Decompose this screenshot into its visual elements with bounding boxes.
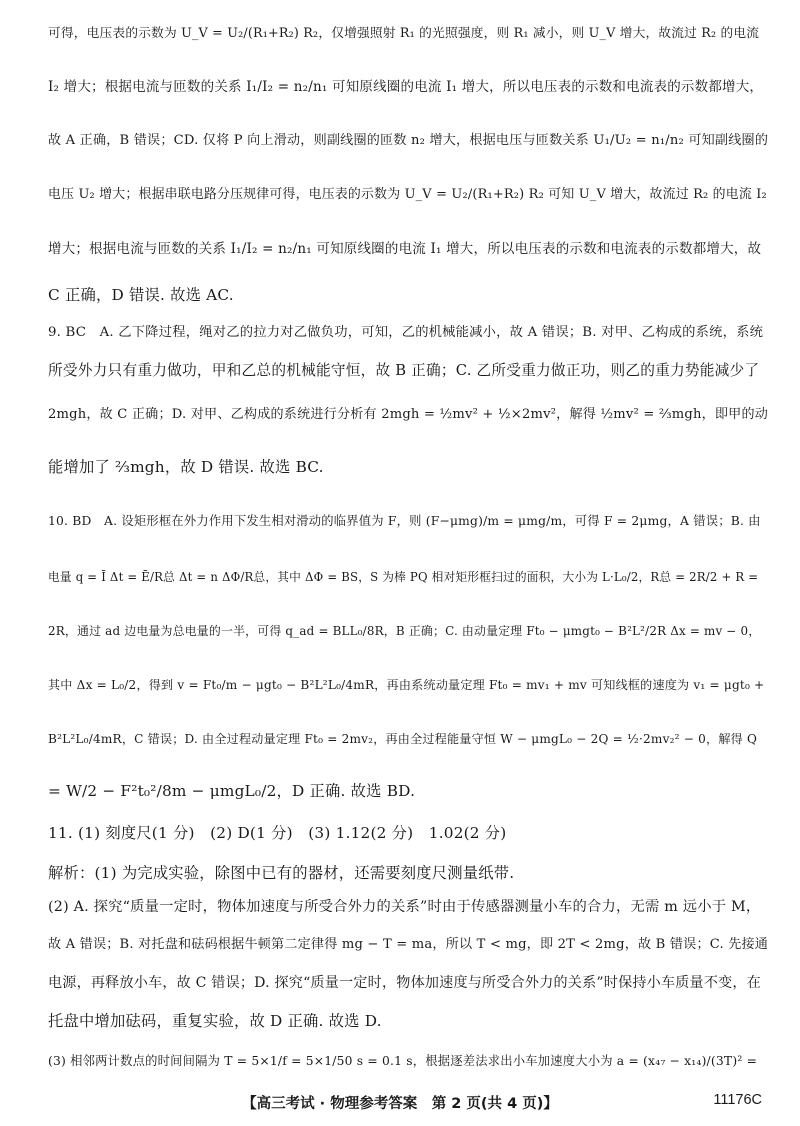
text-line: 故 A 错误；B. 对托盘和砝码根据牛顿第二定律得 mg − T = ma，所以 T < mg，即 2T < 2mg，故 B 错误；C. 先接通 [48, 937, 769, 952]
text-line: 解析：(1) 为完成实验，除图中已有的器材，还需要刻度尺测量纸带. [48, 864, 515, 882]
text-line: 托盘中增加砝码，重复实验，故 D 正确. 故选 D. [48, 1012, 382, 1030]
text-line: C 正确，D 错误. 故选 AC. [48, 286, 234, 304]
document-code: 11176C [713, 1092, 762, 1108]
text-line: B²L²L₀/4mR，C 错误；D. 由全过程动量定理 Ft₀ = 2mv₂，再由全过程能量守恒 W − μmgL₀ − 2Q = ½·2mv₂² − 0，解得 Q [48, 732, 758, 746]
text-line: (2) A. 探究“质量一定时，物体加速度与所受合外力的关系”时由于传感器测量小车的合力，无需 m 远小于 M， [48, 899, 761, 915]
text-line: 2R，通过 ad 边电量为总电量的一半，可得 q_ad = BLL₀/8R，B 正确；C. 由动量定理 Ft₀ − μmgt₀ − B²L²/2R Δx = mv − 0， [48, 624, 761, 638]
question-9-answer: 9. BC A. 乙下降过程，绳对乙的拉力对乙做负功，可知，乙的机械能减小，故 A 错误；B. 对甲、乙构成的系统，系统 [48, 325, 764, 340]
text-line: 电压 U₂ 增大；根据串联电路分压规律可得，电压表的示数为 U_V = U₂/(R₁+R₂) R₂ 可知 U_V 增大，故流过 R₂ 的电流 I₂ [48, 187, 767, 202]
text-line: (3) 相邻两计数点的时间间隔为 T = 5×1/f = 5×1/50 s = 0.1 s，根据逐差法求出小车加速度大小为 a = (x₄₇ − x₁₄)/(3T)² = [48, 1054, 758, 1068]
question-11-answer: 11. (1) 刻度尺(1 分) (2) D(1 分) (3) 1.12(2 分) 1.02(2 分) [48, 824, 507, 842]
text-line: 增大；根据电流与匝数的关系 I₁/I₂ = n₂/n₁ 可知原线圈的电流 I₁ 增大，所以电压表的示数和电流表的示数都增大，故 [48, 241, 762, 257]
text-line: 电源，再释放小车，故 C 错误；D. 探究“质量一定时，物体加速度与所受合外力的关系”时保持小车质量不变，在 [48, 975, 762, 991]
text-line: 能增加了 ⅔mgh，故 D 错误. 故选 BC. [48, 458, 324, 476]
question-10-answer: 10. BD A. 设矩形框在外力作用下发生相对滑动的临界值为 F，则 (F−μmg)/m = μmg/m，可得 F = 2μmg，A 错误；B. 由 [48, 514, 761, 528]
text-line: 电量 q = Ī Δt = Ē/R总 Δt = n ΔΦ/R总，其中 ΔΦ = BS，S 为棒 PQ 相对矩形框扫过的面积，大小为 L·L₀/2，R总 = 2R/2 + R = [48, 570, 759, 584]
text-line: 所受外力只有重力做功，甲和乙总的机械能守恒，故 B 正确；C. 乙所受重力做正功，则乙的重力势能减少了 [48, 362, 760, 379]
footer-title: 【高三考试 · 物理参考答案 第 2 页(共 4 页)】 [242, 1096, 558, 1112]
text-line: 其中 Δx = L₀/2，得到 v = Ft₀/m − μgt₀ − B²L²L₀/4mR，再由系统动量定理 Ft₀ = mv₁ + mv 可知线框的速度为 v₁ = μgt₀ + [48, 678, 765, 692]
text-line: 可得，电压表的示数为 U_V = U₂/(R₁+R₂) R₂，仅增强照射 R₁ 的光照强度，则 R₁ 减小，则 U_V 增大，故流过 R₂ 的电流 [48, 25, 760, 40]
text-line: I₂ 增大；根据电流与匝数的关系 I₁/I₂ = n₂/n₁ 可知原线圈的电流 I₁ 增大，所以电压表的示数和电流表的示数都增大， [48, 79, 764, 95]
text-line: = W/2 − F²t₀²/8m − μmgL₀/2，D 正确. 故选 BD. [48, 782, 416, 800]
text-line: 2mgh，故 C 正确；D. 对甲、乙构成的系统进行分析有 2mgh = ½mv² + ½×2mv²，解得 ½mv² = ⅔mgh，即甲的动 [48, 407, 769, 422]
text-line: 故 A 正确，B 错误；CD. 仅将 P 向上滑动，则副线圈的匝数 n₂ 增大，根据电压与匝数关系 U₁/U₂ = n₁/n₂ 可知副线圈的 [48, 133, 769, 148]
